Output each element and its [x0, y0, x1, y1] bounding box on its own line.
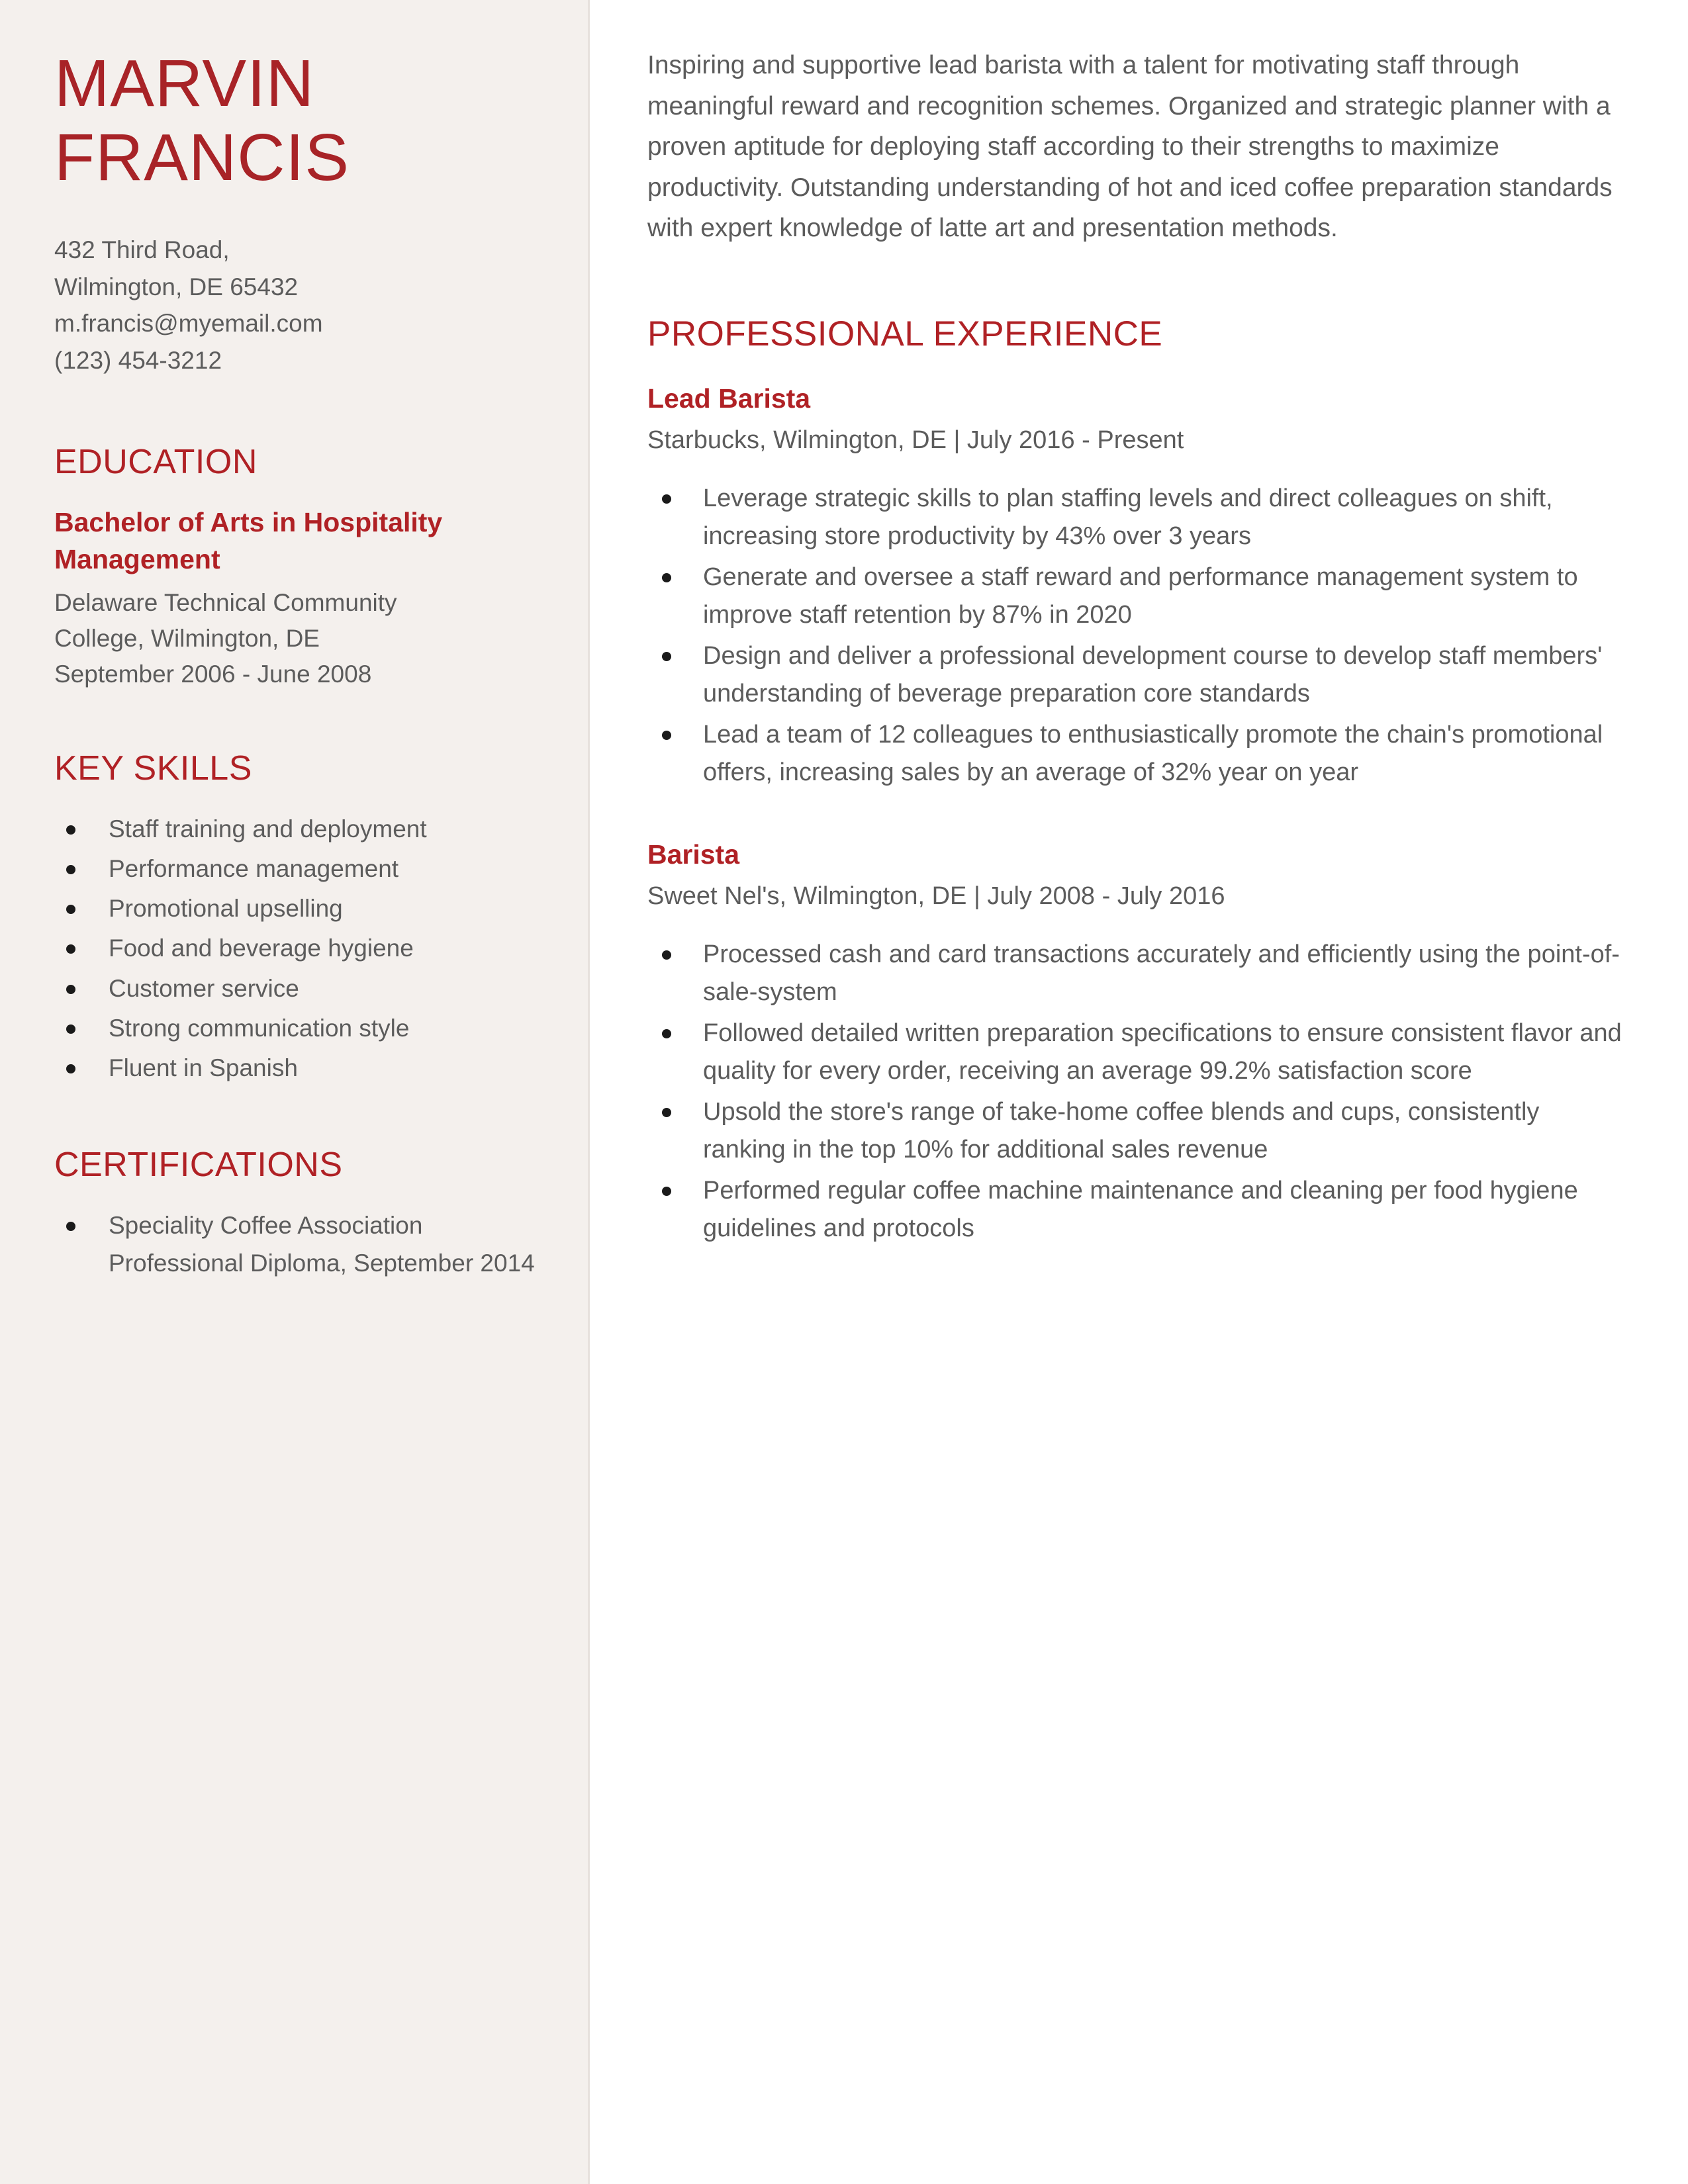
key-skills-list	[54, 811, 540, 1087]
professional-summary: Inspiring and supportive lead barista with a talent for motivating staff through meaningful reward and recognition schemes. Organized and strategic planner with a proven aptitude for deploying staff according to their strengths to maximize productivity. Outstanding understanding of hot and iced coffee preparation standards with expert knowledge of latte art and presentation methods.	[647, 51, 1613, 243]
sidebar	[0, 0, 590, 2184]
contact-email[interactable]: m.francis@myemail.com	[54, 310, 323, 337]
list-item: Upsold the store's range of take-home coffee blends and cups, consistently ranking in the top 10% for additional sales revenue	[647, 1093, 1622, 1169]
job-employer-dates: Starbucks, Wilmington, DE | July 2016 - Present	[647, 426, 1184, 455]
list-item: Customer service	[54, 970, 540, 1007]
last-name: FRANCIS	[54, 120, 350, 195]
list-item: Promotional upselling	[54, 890, 540, 927]
candidate-name	[54, 46, 540, 195]
list-item: Processed cash and card transactions accurately and efficiently using the point-of-sale-system	[647, 936, 1622, 1011]
list-item: Lead a team of 12 colleagues to enthusiastically promote the chain's promotional offers, increasing sales by an average of 32% year on year	[647, 716, 1622, 792]
list-item: Performance management	[54, 850, 540, 887]
job-title: Barista	[647, 839, 740, 870]
list-item: Performed regular coffee machine maintenance and cleaning per food hygiene guidelines and protocols	[647, 1172, 1622, 1248]
contact-phone[interactable]: (123) 454-3212	[54, 346, 222, 374]
list-item: Leverage strategic skills to plan staffing levels and direct colleagues on shift, increasing store productivity by 43% over 3 years	[647, 480, 1622, 555]
list-item: Speciality Coffee Association Professional Diploma, September 2014	[54, 1207, 540, 1281]
list-item: Fluent in Spanish	[54, 1050, 540, 1087]
experience-entry	[647, 383, 1622, 792]
list-item: Design and deliver a professional development course to develop staff members' understanding of beverage preparation core standards	[647, 637, 1622, 713]
certifications-list	[54, 1207, 540, 1281]
job-title: Lead Barista	[647, 383, 811, 414]
professional-experience-heading: PROFESSIONAL EXPERIENCE	[647, 314, 1163, 354]
list-item: Generate and oversee a staff reward and performance management system to improve staff retention by 87% in 2020	[647, 559, 1622, 634]
education-degree: Bachelor of Arts in Hospitality Management	[54, 507, 443, 574]
list-item: Food and beverage hygiene	[54, 930, 540, 967]
education-institution-line-2: College, Wilmington, DE	[54, 624, 320, 652]
education-section	[54, 442, 540, 693]
key-skills-heading: KEY SKILLS	[54, 749, 252, 788]
job-bullet-list	[647, 480, 1622, 792]
education-institution-line-1: Delaware Technical Community	[54, 588, 397, 616]
list-item: Strong communication style	[54, 1010, 540, 1047]
contact-city-state-zip: Wilmington, DE 65432	[54, 273, 299, 300]
list-item: Followed detailed written preparation specifications to ensure consistent flavor and quality for every order, receiving an average 99.2% satisfaction score	[647, 1015, 1622, 1090]
first-name: MARVIN	[54, 46, 315, 120]
main-content	[590, 0, 1688, 2184]
education-heading: EDUCATION	[54, 443, 258, 481]
certifications-section	[54, 1145, 540, 1281]
experience-entry	[647, 839, 1622, 1248]
key-skills-section	[54, 749, 540, 1087]
contact-street: 432 Third Road,	[54, 236, 230, 263]
list-item: Staff training and deployment	[54, 811, 540, 848]
contact-info	[54, 232, 540, 379]
job-bullet-list	[647, 936, 1622, 1248]
certifications-heading: CERTIFICATIONS	[54, 1146, 343, 1185]
job-employer-dates: Sweet Nel's, Wilmington, DE | July 2008 - July 2016	[647, 882, 1225, 911]
education-dates: September 2006 - June 2008	[54, 660, 372, 688]
